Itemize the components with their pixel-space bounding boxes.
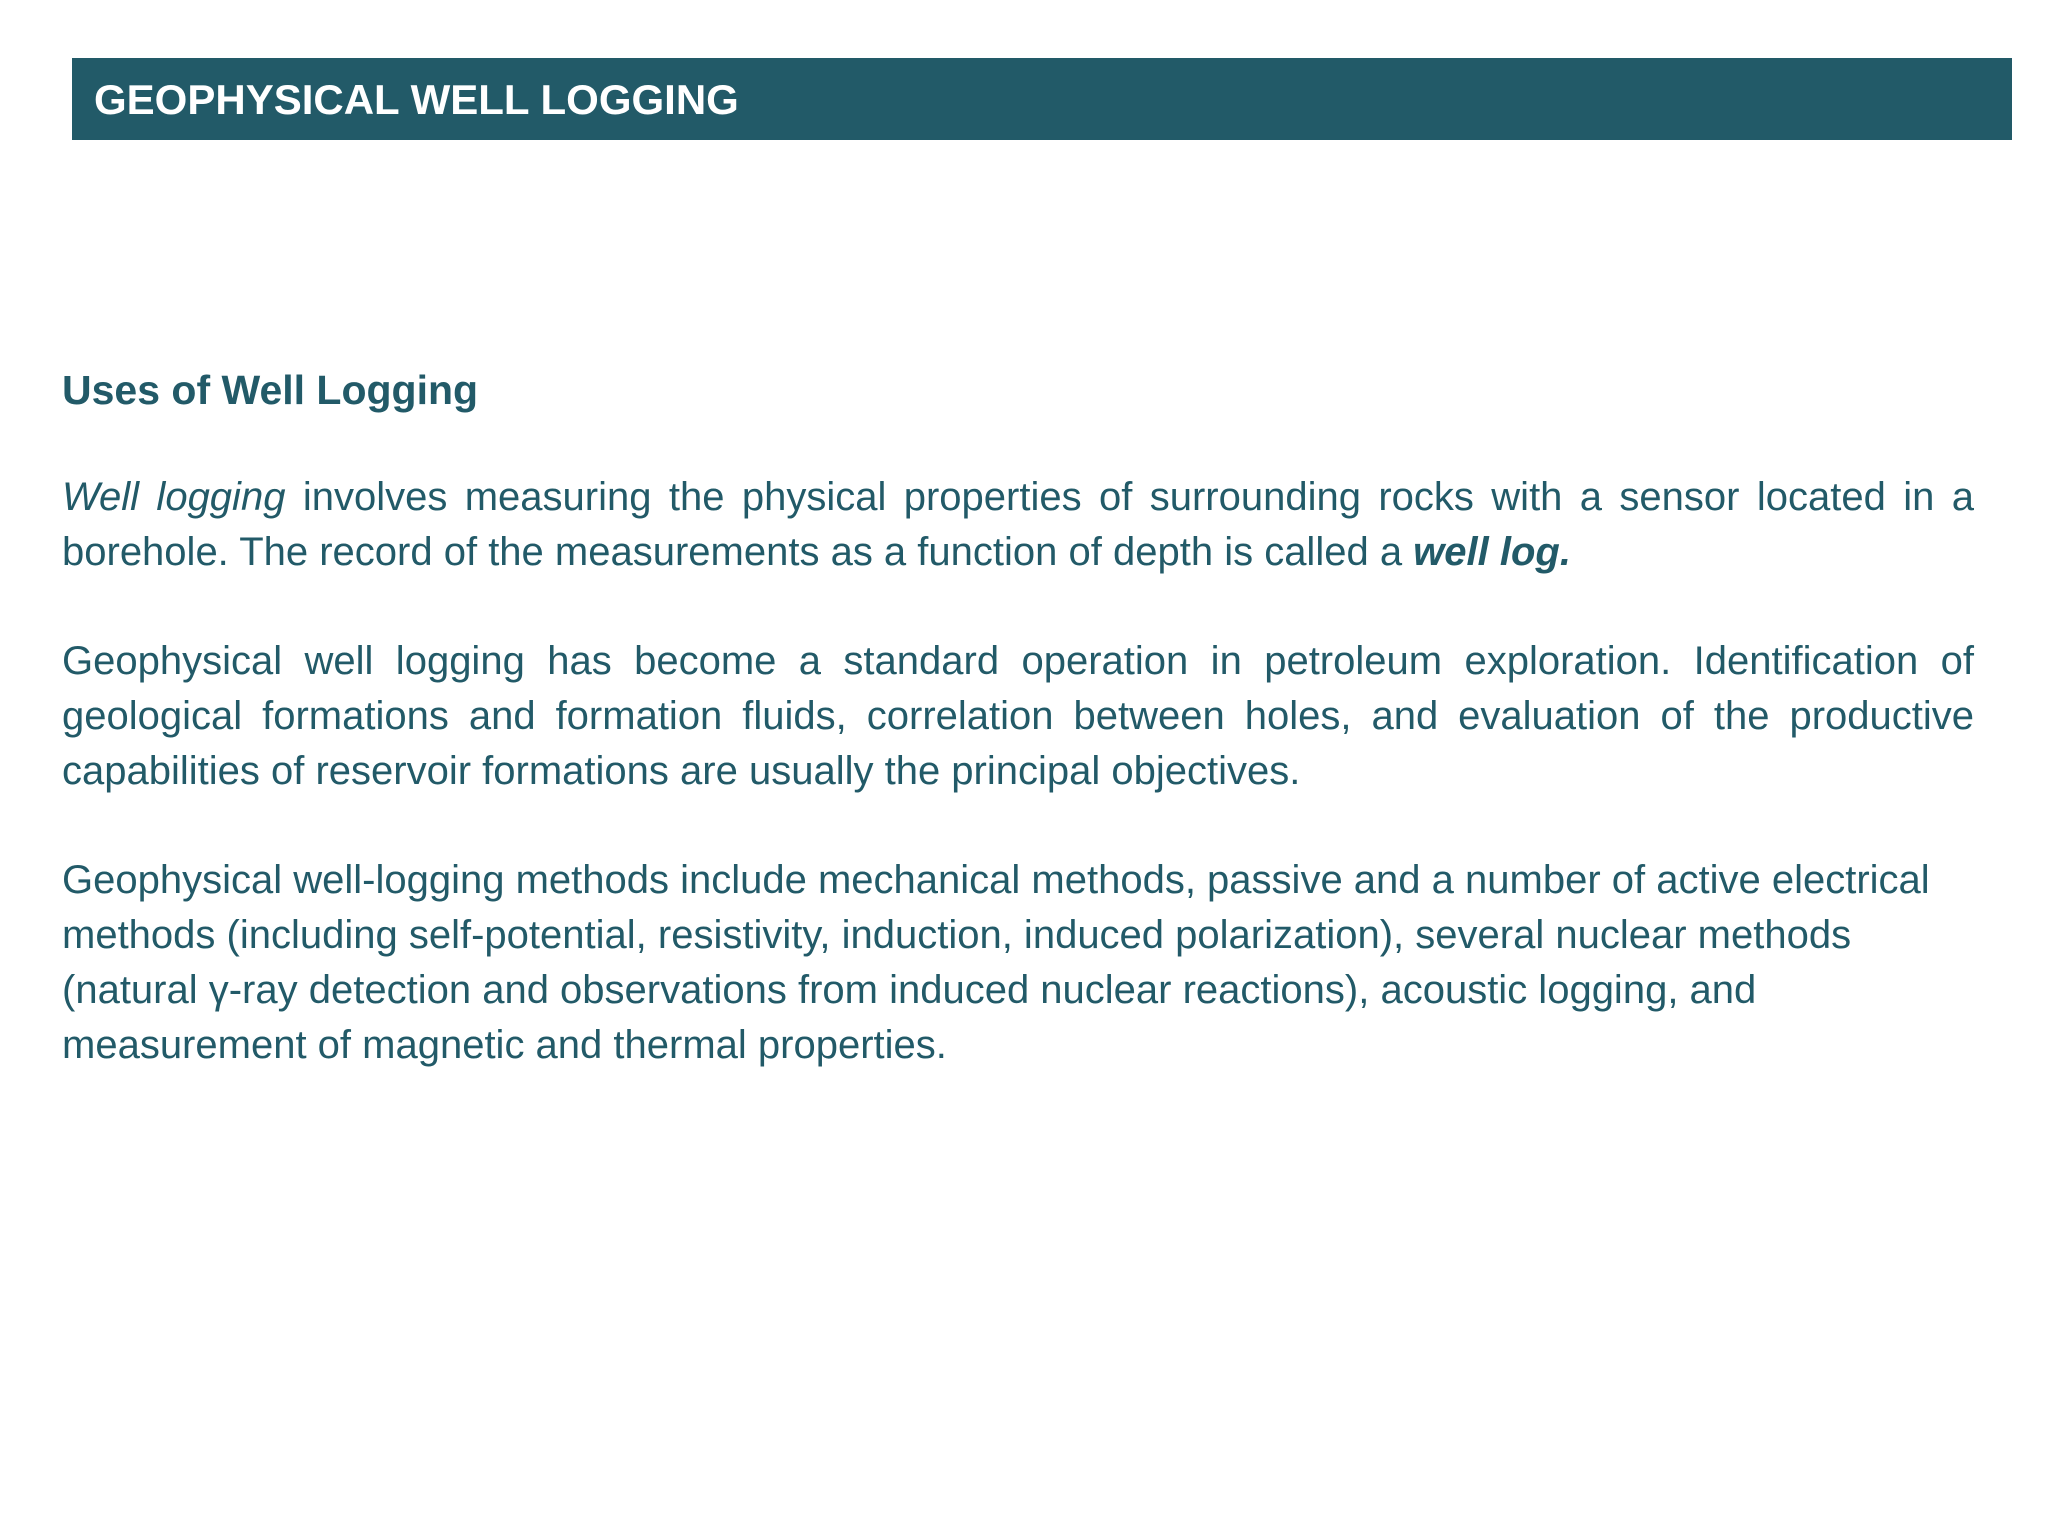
slide-content bbox=[62, 360, 1974, 1127]
paragraph-objectives: Geophysical well logging has become a standard operation in petroleum exploration. Identification of geological formations and formation fluids, correlation between holes, and evaluation of the productive capabilities of reservoir formations are usually the principal objectives. bbox=[62, 639, 1974, 793]
paragraph-methods: Geophysical well-logging methods include mechanical methods, passive and a number of active electrical methods (including self-potential, resistivity, induction, induced polarization), several nuclear methods (natural γ-ray detection and observations from induced nuclear reactions), acoustic logging, and measurement of magnetic and thermal properties. bbox=[62, 858, 1930, 1067]
term-well-log: well log. bbox=[1413, 530, 1571, 574]
section-heading: Uses of Well Logging bbox=[62, 367, 479, 413]
paragraph-definition bbox=[62, 470, 1974, 580]
term-well-logging: Well logging bbox=[62, 475, 286, 519]
slide-title: GEOPHYSICAL WELL LOGGING bbox=[94, 76, 739, 123]
definition-text: involves measuring the physical properties of surrounding rocks with a sensor located in a borehole. The record of the measurements as a function of depth is called a bbox=[62, 475, 1974, 574]
title-bar bbox=[72, 58, 2012, 140]
